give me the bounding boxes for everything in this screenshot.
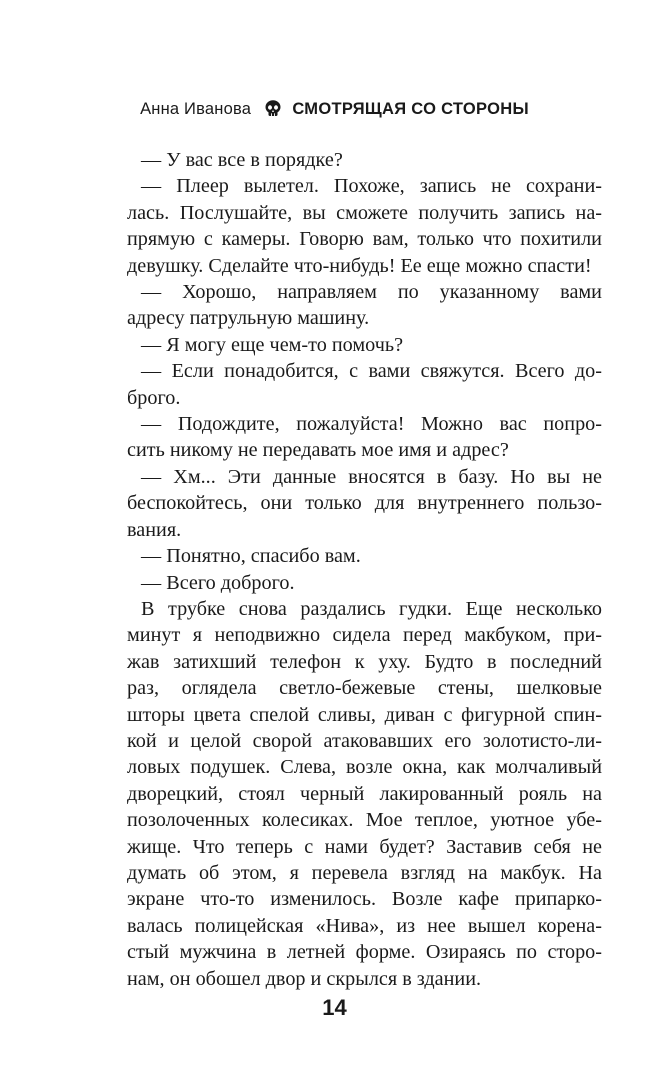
text-line: брого. [127,386,181,409]
text-line: прямую с камеры. Говорю вам, только что похитили [127,228,602,251]
skull-icon [264,100,282,117]
text-line: дворецкий, стоял черный лакированный рояль на [127,782,602,805]
text-line: адресу патрульную машину. [127,307,370,330]
text-line: — Если понадобится, с вами свяжутся. Всего до- [141,360,602,383]
text-line: беспокойтесь, они только для внутреннего пользо- [127,492,602,515]
author-name: Анна Иванова [140,100,252,118]
text-line: жав затихший телефон к уху. Будто в последний [127,650,602,673]
text-line: позолоченных колесиках. Мое теплое, уютное убе- [127,809,602,832]
text-line: нам, он обошел двор и скрылся в здании. [127,967,482,990]
text-line: ловых подушек. Слева, возле окна, как молчаливый [127,756,602,779]
text-line: — У вас все в порядке? [141,149,343,171]
text-line: лась. Послушайте, вы сможете получить запись на- [127,201,602,224]
text-line: — Всего доброго. [141,571,295,594]
page-body [127,147,602,992]
text-line: сить никому не передавать мое имя и адрес? [127,439,509,462]
text-line: кой и целой сворой атаковавших его золотисто-ли- [127,729,602,752]
text-line: — Я могу еще чем-то помочь? [141,333,404,356]
text-line: — Понятно, спасибо вам. [141,545,361,568]
text-line: девушку. Сделайте что-нибудь! Ее еще можно спасти! [127,254,592,277]
text-line: стый мужчина в летней форме. Озираясь по сторо- [127,941,602,964]
text-line: думать об этом, я перевела взгляд на макбук. На [127,861,602,884]
text-line: — Хм... Эти данные вносятся в базу. Но вы не [141,465,602,488]
text-line: минут я неподвижно сидела перед макбуком, при- [127,624,602,647]
book-title: СМОТРЯЩАЯ СО СТОРОНЫ [292,100,529,118]
text-line: вания. [127,518,182,541]
running-header [0,98,669,120]
text-line: В трубке снова раздались гудки. Еще несколько [141,597,602,620]
text-line: — Хорошо, направляем по указанному вами [141,281,602,304]
text-line: экране что-то изменилось. Возле кафе припарко- [127,888,602,911]
text-line: валась полицейская «Нива», из нее вышел корена- [127,914,602,937]
text-line: — Подождите, пожалуйста! Можно вас попро- [141,413,602,436]
text-line: — Плеер вылетел. Похоже, запись не сохрани- [141,175,602,198]
text-line: шторы цвета спелой сливы, диван с фигурной спин- [127,703,602,726]
page-number: 14 [322,995,347,1020]
text-line: жище. Что теперь с нами будет? Заставив себя не [127,835,602,858]
text-line: раз, оглядела светло-бежевые стены, шелковые [127,677,602,700]
